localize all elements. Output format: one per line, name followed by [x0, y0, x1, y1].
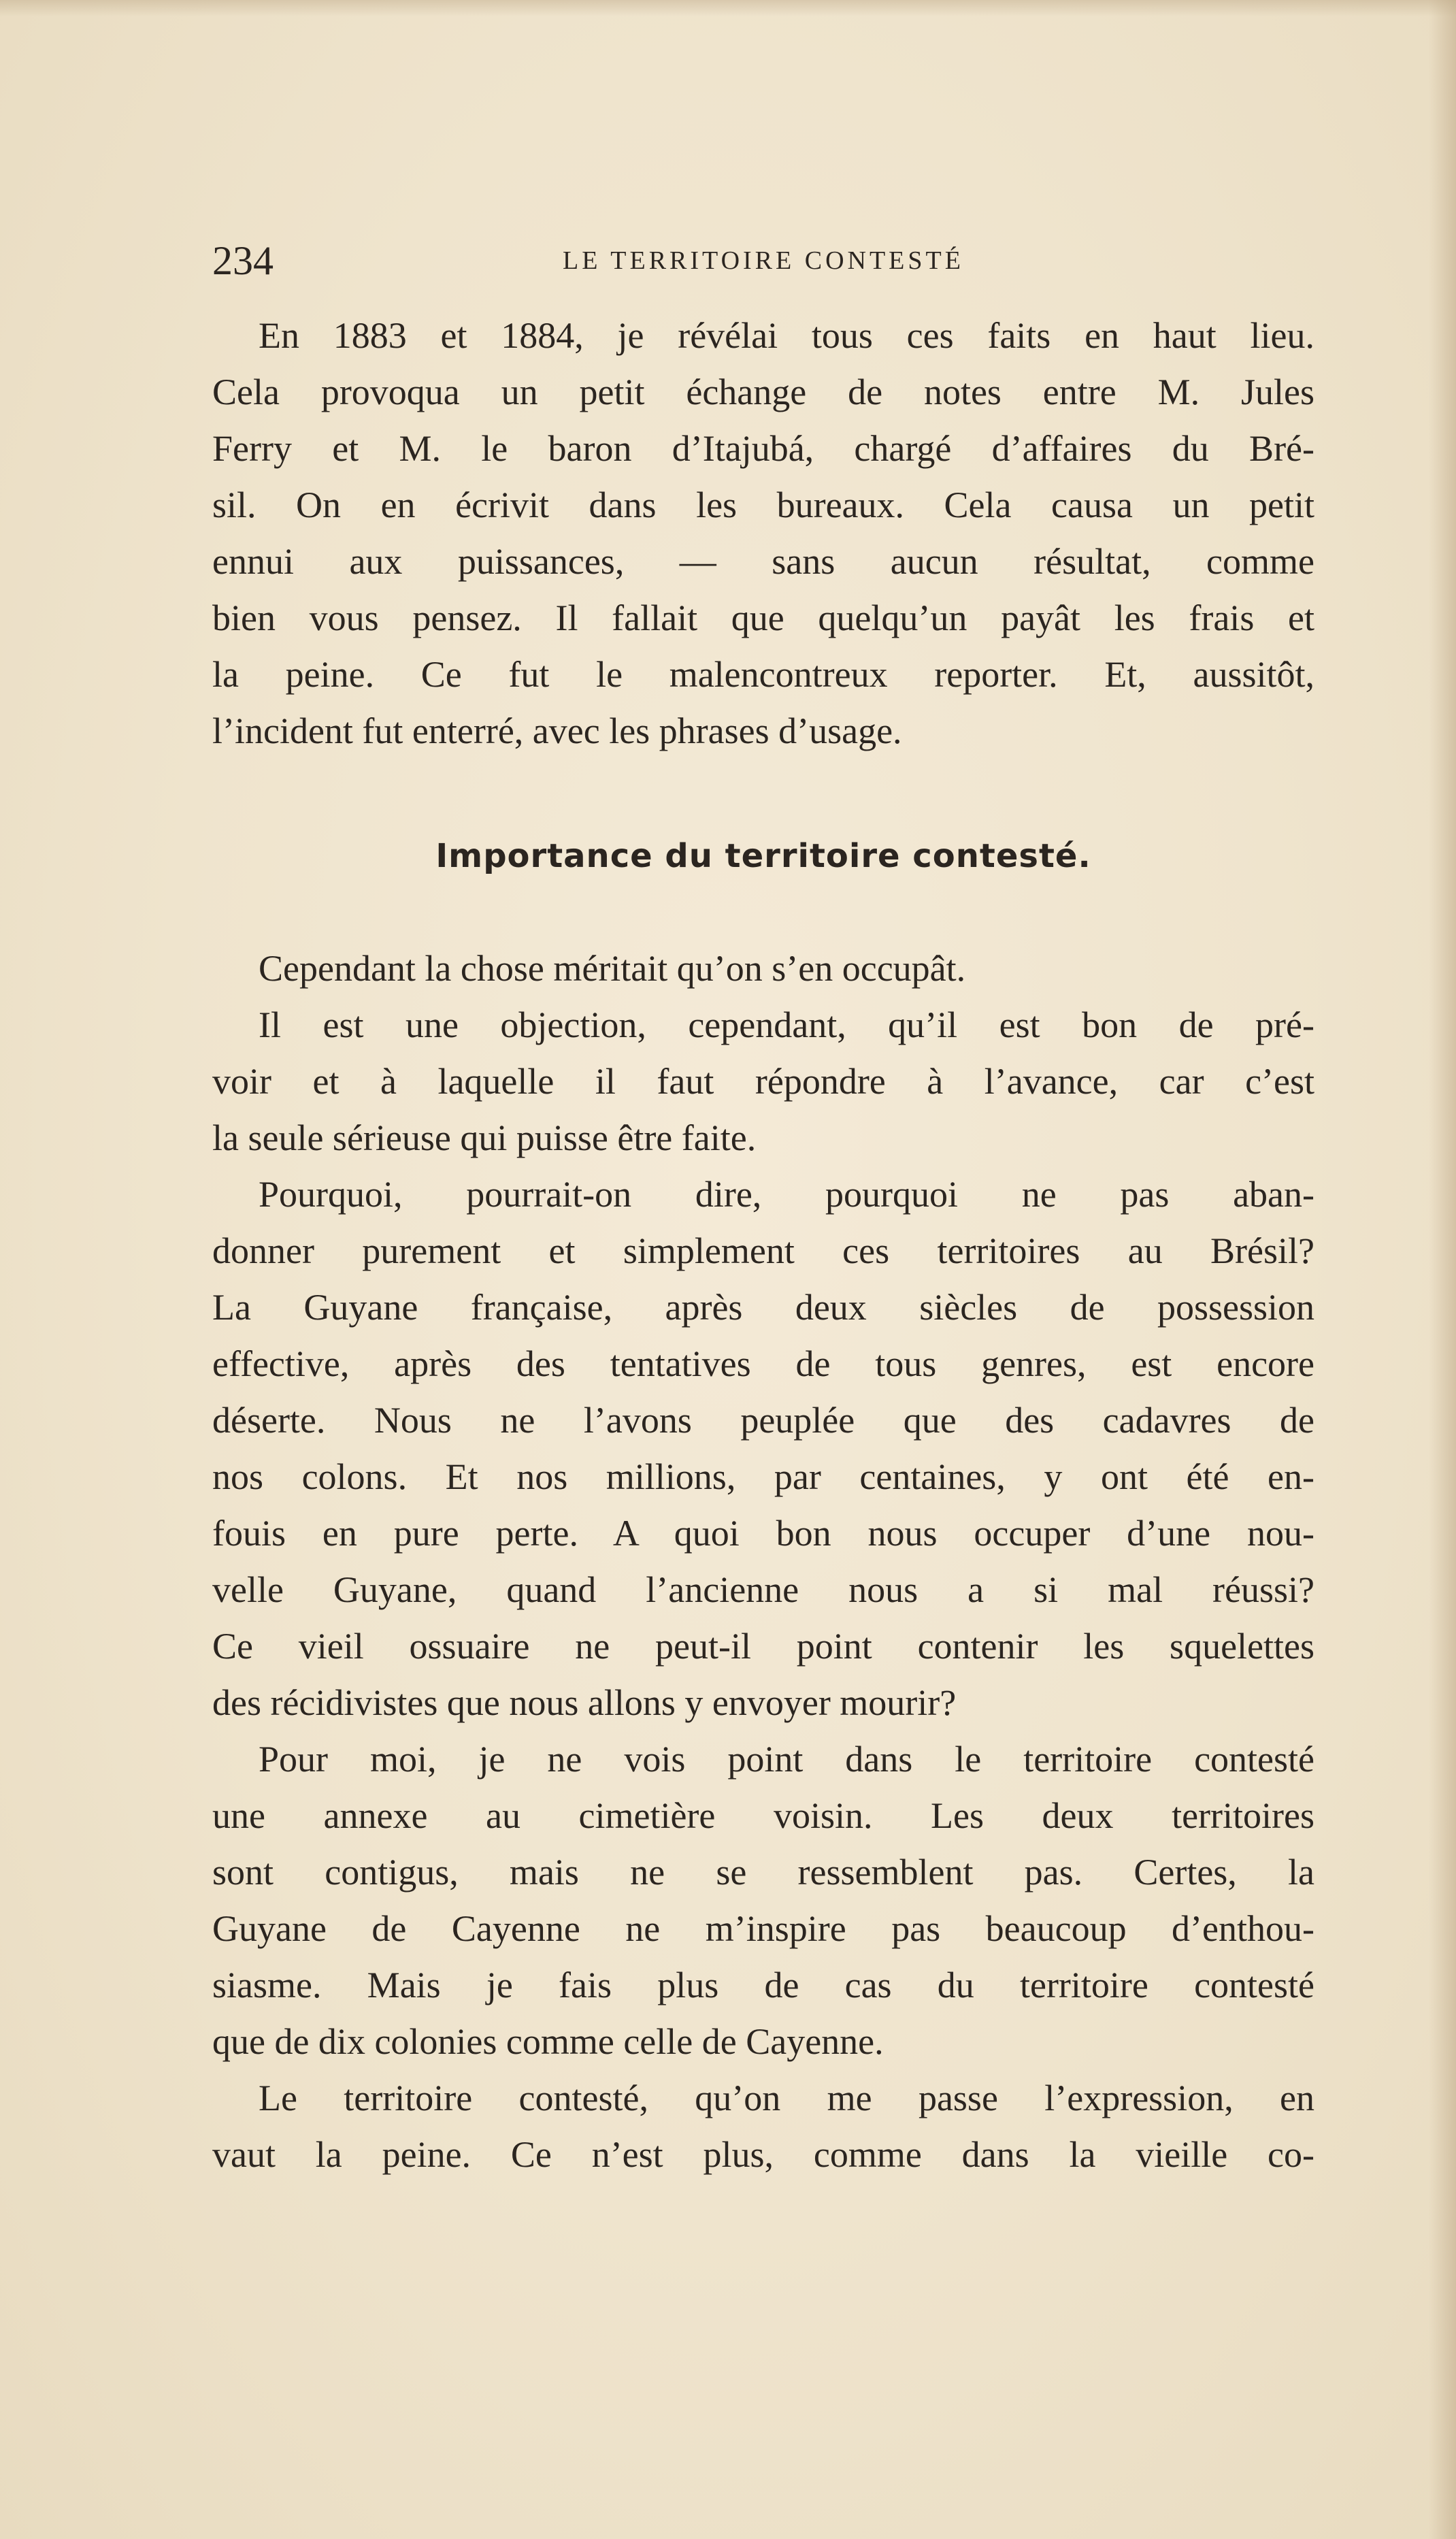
text-line: vaut la peine. Ce n’est plus, comme dans la vieille co-: [212, 2134, 1314, 2175]
text-line: effective, après des tentatives de tous genres, est encore: [212, 1343, 1314, 1384]
text-line: des récidivistes que nous allons y envoyer mourir?: [212, 1682, 957, 1723]
paragraph-2: [212, 940, 1314, 997]
text-line: Ce vieil ossuaire ne peut-il point contenir les squelettes: [212, 1626, 1314, 1667]
section-heading: Importance du territoire contesté.: [435, 837, 1091, 875]
text-line: Cela provoqua un petit échange de notes entre M. Jules: [212, 372, 1314, 412]
running-head: [212, 230, 1314, 291]
page-top-shadow: [0, 0, 1456, 16]
text-line: déserte. Nous ne l’avons peuplée que des cadavres de: [212, 1400, 1314, 1441]
text-line: ennui aux puissances, — sans aucun résultat, comme: [212, 541, 1314, 582]
text-line: une annexe au cimetière voisin. Les deux territoires: [212, 1795, 1314, 1836]
paragraph-5: [212, 1731, 1314, 2070]
text-line: Le territoire contesté, qu’on me passe l’expression, en: [259, 2078, 1314, 2118]
text-line: velle Guyane, quand l’ancienne nous a si mal réussi?: [212, 1569, 1314, 1610]
paragraph-4: [212, 1166, 1314, 1731]
spacer: [212, 890, 1314, 940]
text-line: Guyane de Cayenne ne m’inspire pas beaucoup d’enthou-: [212, 1908, 1314, 1949]
page-gutter-shadow: [1429, 0, 1456, 2539]
text-line: nos colons. Et nos millions, par centaines, y ont été en-: [212, 1456, 1314, 1497]
text-line: sont contigus, mais ne se ressemblent pas. Certes, la: [212, 1852, 1314, 1893]
text-line: Pour moi, je ne vois point dans le territoire contesté: [259, 1739, 1314, 1780]
text-line: que de dix colonies comme celle de Cayenne.: [212, 2021, 884, 2062]
paragraph-6: [212, 2070, 1314, 2183]
paragraph-1: [212, 308, 1314, 759]
text-line: voir et à laquelle il faut répondre à l’avance, car c’est: [212, 1061, 1314, 1102]
text-line: l’incident fut enterré, avec les phrases d’usage.: [212, 710, 902, 751]
paragraph-3: [212, 997, 1314, 1166]
text-line: Ferry et M. le baron d’Itajubá, chargé d’affaires du Bré-: [212, 428, 1314, 469]
text-line: Il est une objection, cependant, qu’il est bon de pré-: [259, 1004, 1314, 1045]
spacer: [212, 759, 1314, 822]
text-line: la seule sérieuse qui puisse être faite.: [212, 1117, 757, 1158]
text-line: En 1883 et 1884, je révélai tous ces faits en haut lieu.: [259, 315, 1314, 356]
body-text: [212, 308, 1314, 2183]
text-line: La Guyane française, après deux siècles de possession: [212, 1287, 1314, 1328]
text-line: Cependant la chose méritait qu’on s’en occupât.: [259, 948, 966, 989]
text-line: sil. On en écrivit dans les bureaux. Cela causa un petit: [212, 485, 1314, 525]
text-line: bien vous pensez. Il fallait que quelqu’un payât les frais et: [212, 597, 1314, 638]
text-line: fouis en pure perte. A quoi bon nous occuper d’une nou-: [212, 1513, 1314, 1554]
text-line: Pourquoi, pourrait-on dire, pourquoi ne pas aban-: [259, 1174, 1314, 1215]
text-line: la peine. Ce fut le malencontreux reporter. Et, aussitôt,: [212, 654, 1314, 695]
page-number: 234: [212, 238, 274, 283]
text-line: siasme. Mais je fais plus de cas du territoire contesté: [212, 1965, 1314, 2005]
text-line: donner purement et simplement ces territoires au Brésil?: [212, 1230, 1314, 1271]
running-title: LE TERRITOIRE CONTESTÉ: [563, 246, 964, 275]
